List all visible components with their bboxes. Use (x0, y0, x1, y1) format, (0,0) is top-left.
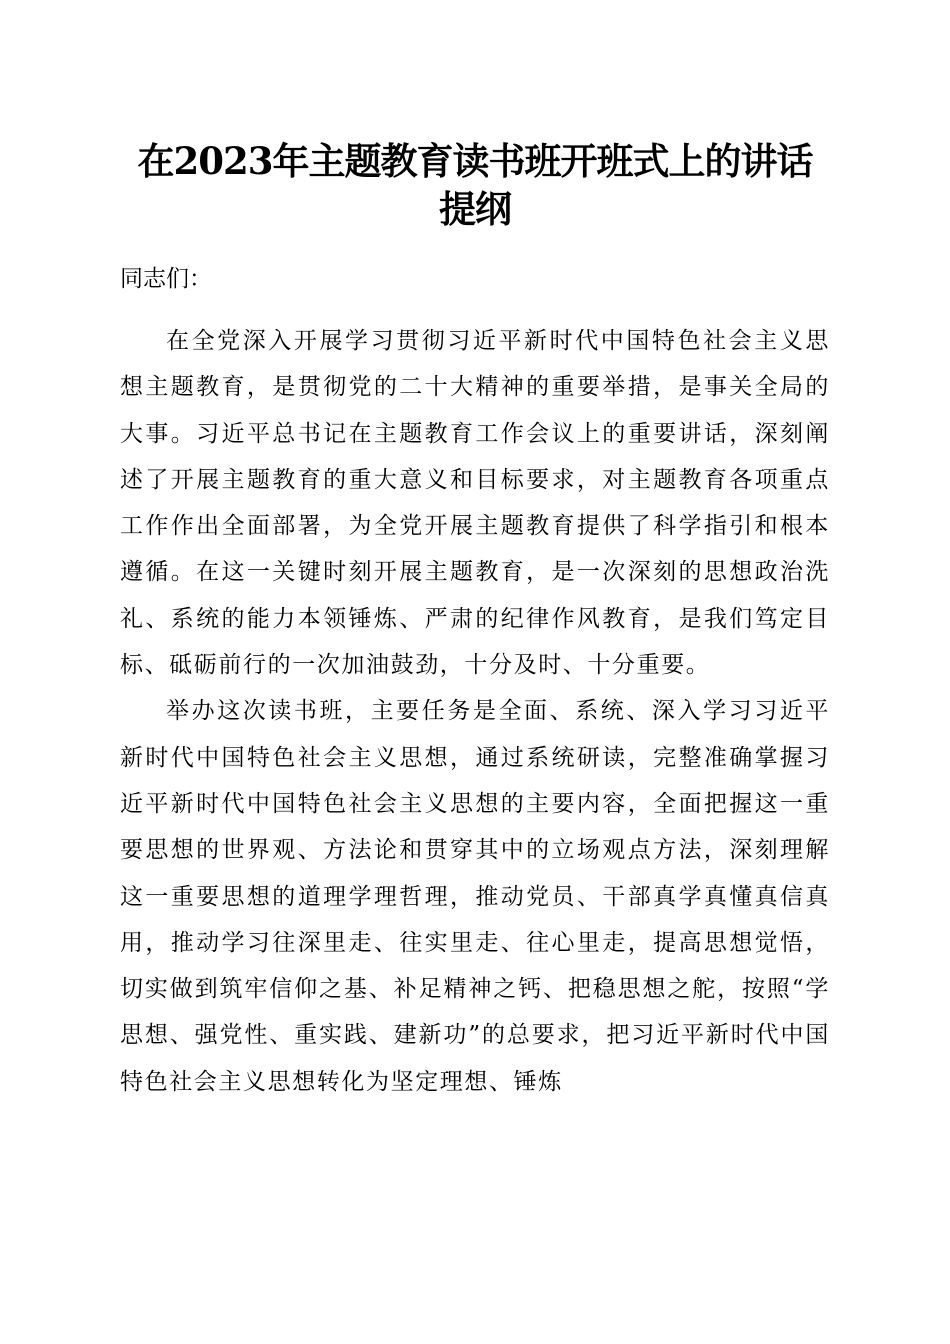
salutation: 同志们： (120, 266, 212, 292)
paragraph-2: 举办这次读书班，主要任务是全面、系统、深入学习习近平新时代中国特色社会主义思想，通过系统研读，完整准确掌握习近平新时代中国特色社会主义思想的主要内容，全面把握这一重要思想的世界观、方法论和贯穿其中的立场观点方法，深刻理解这一重要思想的道理学理哲理，推动党员、干部真学真懂真信真用，推动学习往深里走、往实里走、往心里走，提高思想觉悟，切实做到筑牢信仰之基、补足精神之钙、把稳思想之舵，按照“学思想、强党性、重实践、建新功”的总要求，把习近平新时代中国特色社会主义思想转化为坚定理想、锤炼 (120, 698, 830, 1095)
paragraph-1: 在全党深入开展学习贯彻习近平新时代中国特色社会主义思想主题教育，是贯彻党的二十大精神的重要举措，是事关全局的大事。习近平总书记在主题教育工作会议上的重要讲话，深刻阐述了开展主题教育的重大意义和目标要求，对主题教育各项重点工作作出全面部署，为全党开展主题教育提供了科学指引和根本遵循。在这一关键时刻开展主题教育，是一次深刻的思想政治洗礼、系统的能力本领锤炼、严肃的纪律作风教育，是我们笃定目标、砥砺前行的一次加油鼓劲，十分及时、十分重要。 (120, 328, 830, 679)
document-title: 在2023年主题教育读书班开班式上的讲话提纲 (137, 139, 813, 231)
document-body (120, 318, 830, 1105)
